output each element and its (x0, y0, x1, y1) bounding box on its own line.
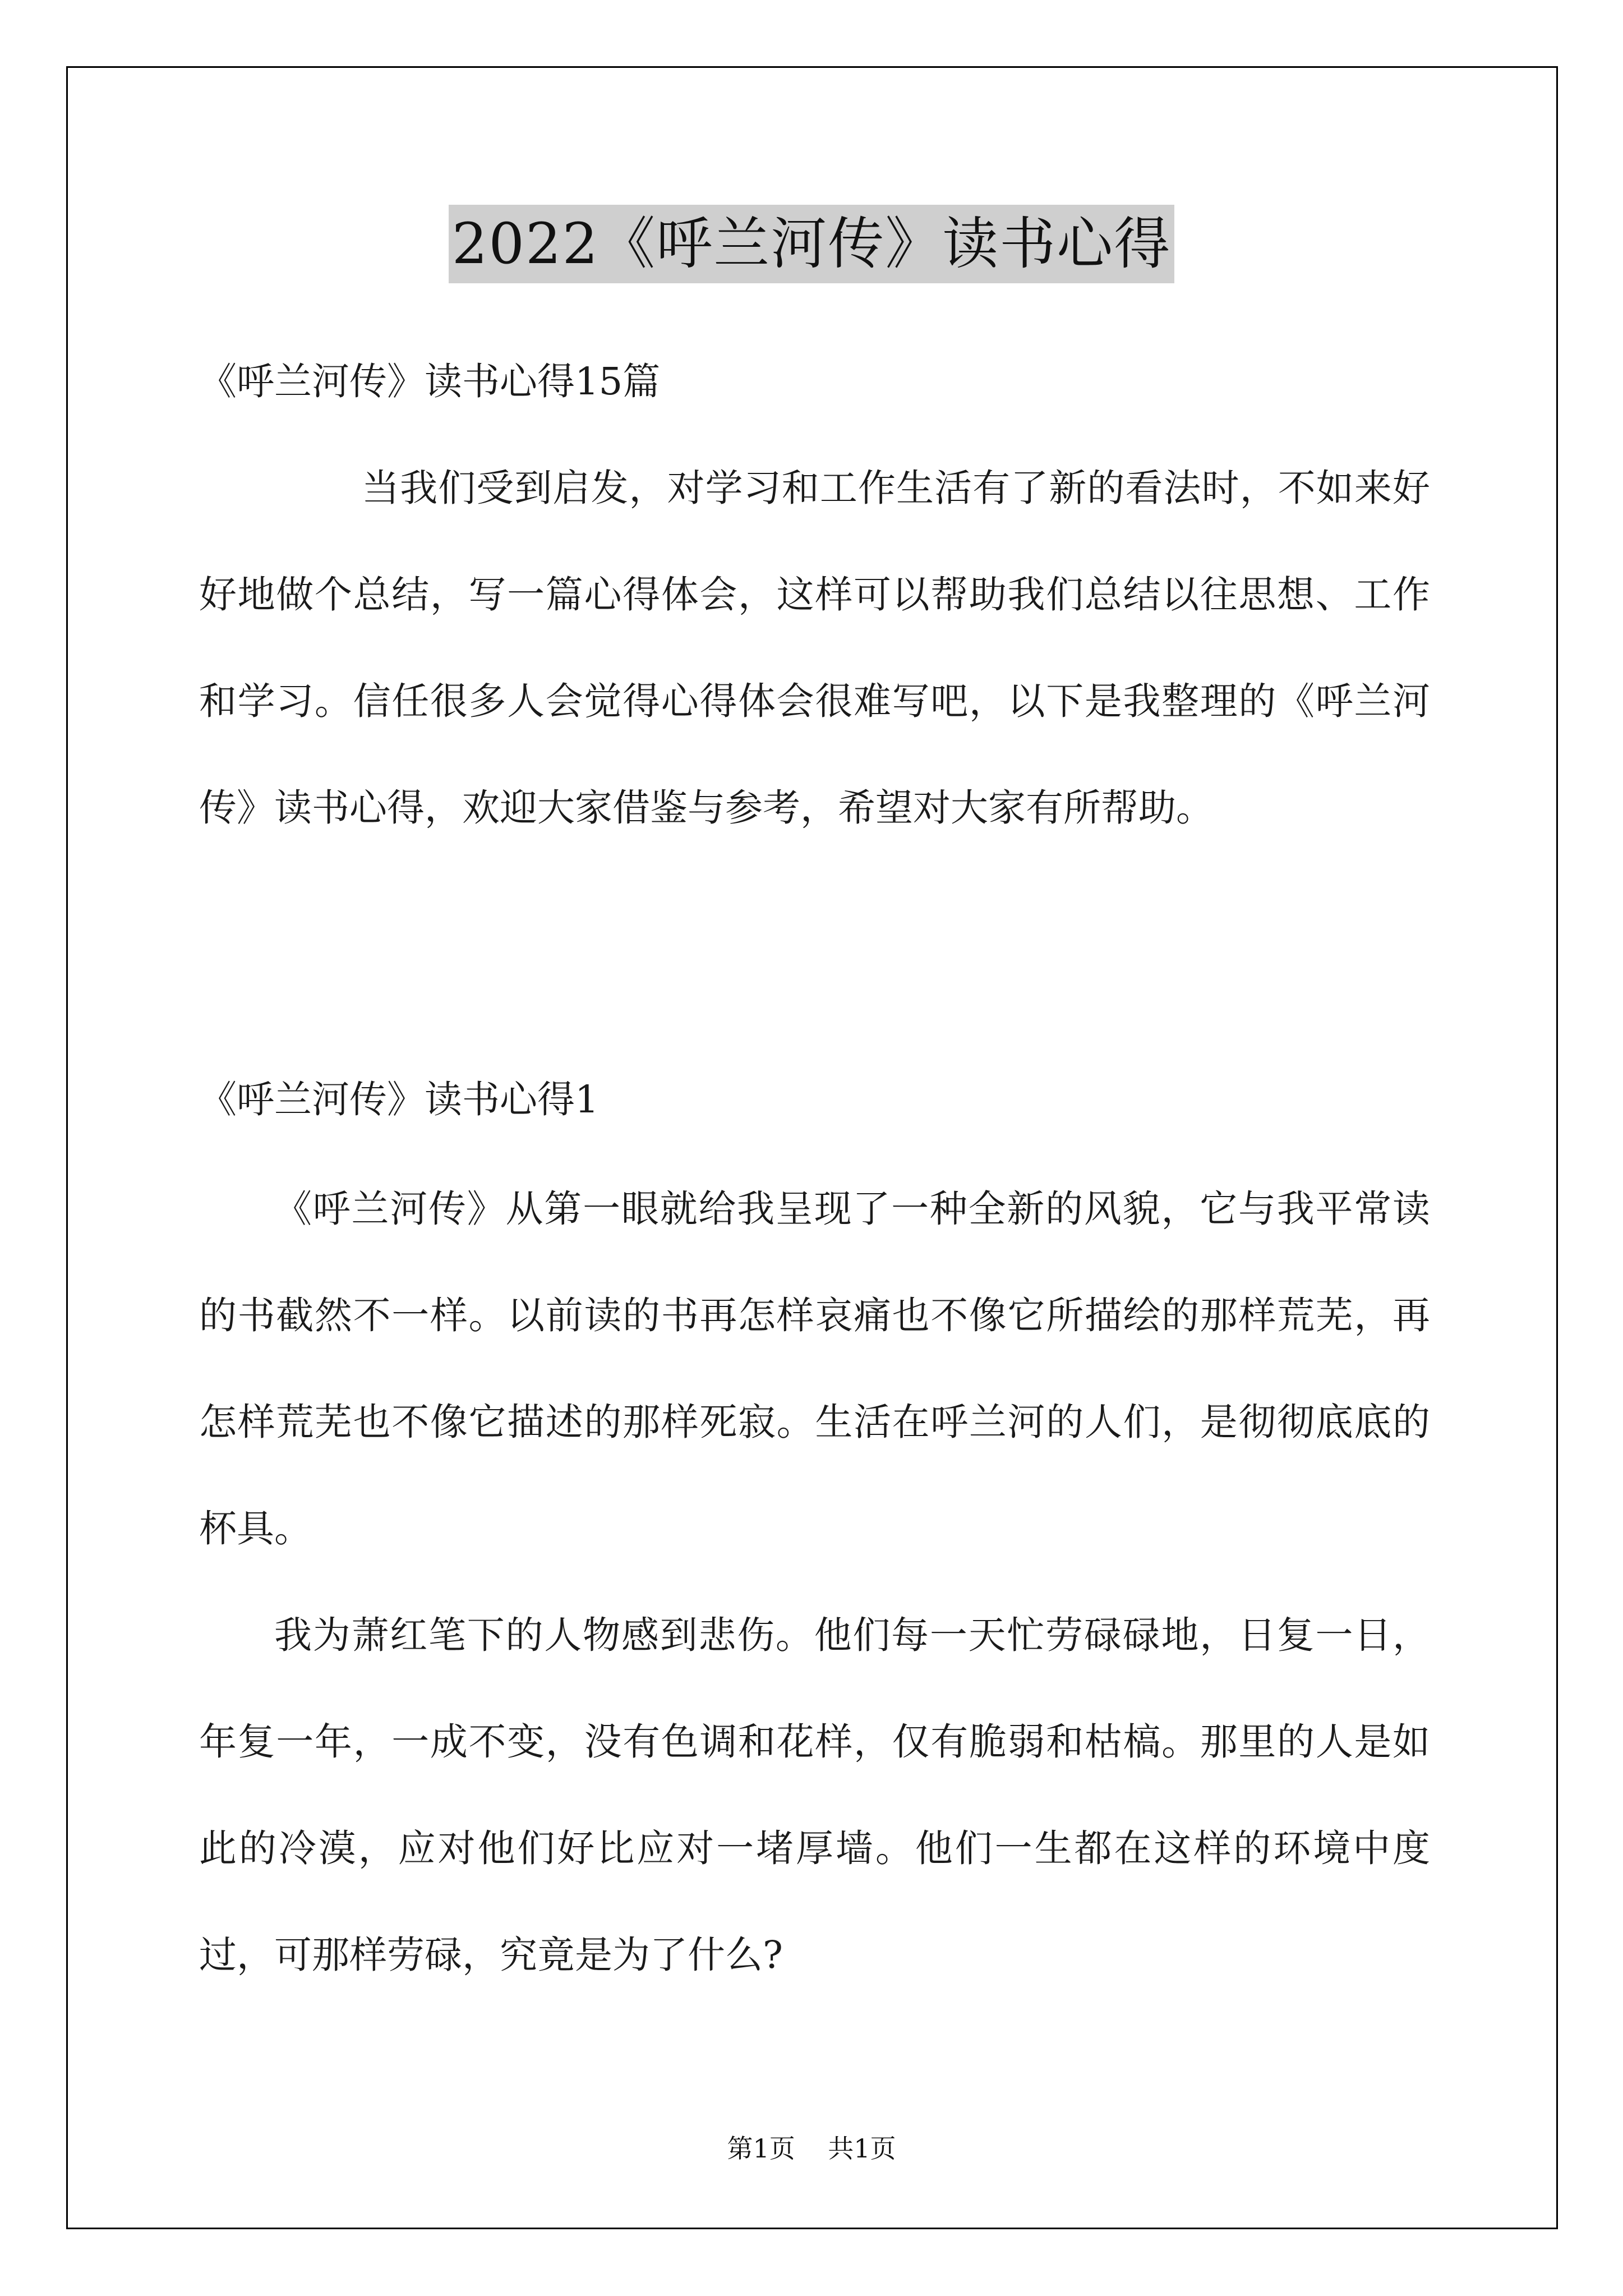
body-paragraph: 我为萧红笔下的人物感到悲伤。他们每一天忙劳碌碌地，日复一日，年复一年，一成不变，没有色调和花样，仅有脆弱和枯槁。那里的人是如此的冷漠，应对他们好比应对一堵厚墙。他们一生都在这样的环境中度过，可那样劳碌，究竟是为了什么? (199, 1613, 1430, 1977)
section1-heading-block (199, 1046, 1430, 1153)
intro-block (199, 435, 1430, 861)
section-heading: 《呼兰河传》读书心得1 (199, 1078, 599, 1121)
document-subtitle: 《呼兰河传》读书心得15篇 (199, 360, 661, 403)
section1-body (199, 1156, 1430, 2008)
page-footer (0, 2132, 1623, 2165)
intro-paragraph: 当我们受到启发，对学习和工作生活有了新的看法时，不如来好好地做个总结，写一篇心得体会，这样可以帮助我们总结以往思想、工作和学习。信任很多人会觉得心得体会很难写吧，以下是我整理的《呼兰河传》读书心得，欢迎大家借鉴与参考，希望对大家有所帮助。 (199, 466, 1430, 830)
body-paragraph: 《呼兰河传》从第一眼就给我呈现了一种全新的风貌，它与我平常读的书截然不一样。以前读的书再怎样哀痛也不像它所描绘的那样荒芜，再怎样荒芜也不像它描述的那样死寂。生活在呼兰河的人们，是彻彻底底的杯具。 (199, 1187, 1430, 1550)
page-total: 共1页 (828, 2133, 896, 2164)
subtitle-block (199, 328, 1430, 435)
page-number: 第1页 (727, 2133, 795, 2164)
document-title: 2022《呼兰河传》读书心得 (449, 205, 1175, 283)
title-container (0, 205, 1623, 283)
